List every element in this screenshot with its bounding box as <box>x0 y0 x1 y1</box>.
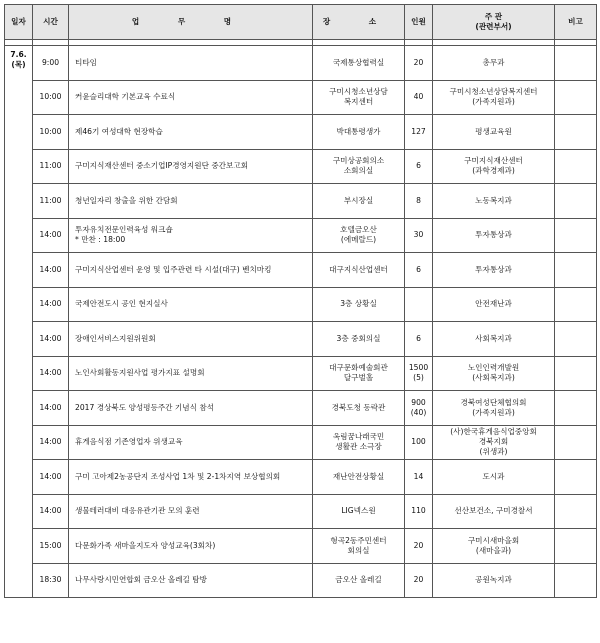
people-cell: 14 <box>405 460 433 495</box>
time-cell: 14:00 <box>33 391 69 426</box>
people-cell: 20 <box>405 563 433 598</box>
table-row <box>5 115 597 150</box>
org-cell: (사)한국휴게음식업중앙회 경북지회 (위생과) <box>433 425 555 460</box>
table-row <box>5 253 597 288</box>
note-cell <box>555 356 597 391</box>
place-cell: 경북도청 동락관 <box>313 391 405 426</box>
note-cell <box>555 322 597 357</box>
place-cell: 국제통상협력실 <box>313 46 405 81</box>
place-cell: 옥림꿈나래국민 생활관 소극장 <box>313 425 405 460</box>
place-cell: 대구문화예술회관 달구벌홀 <box>313 356 405 391</box>
time-cell: 9:00 <box>33 46 69 81</box>
table-row <box>5 149 597 184</box>
time-cell: 10:00 <box>33 115 69 150</box>
note-cell <box>555 115 597 150</box>
people-cell: 1500 (5) <box>405 356 433 391</box>
place-cell: 3층 상황실 <box>313 287 405 322</box>
table-row <box>5 218 597 253</box>
schedule-sheet <box>4 4 596 637</box>
org-cell: 총무과 <box>433 46 555 81</box>
task-cell: 다문화가족 새마을지도자 양성교육(3회차) <box>69 529 313 564</box>
people-cell: 20 <box>405 529 433 564</box>
note-cell <box>555 80 597 115</box>
task-cell: 커윤슬리대학 기본교육 수료식 <box>69 80 313 115</box>
task-cell: 국제안전도시 공인 현지실사 <box>69 287 313 322</box>
note-cell <box>555 425 597 460</box>
place-cell: 3층 중회의실 <box>313 322 405 357</box>
org-cell: 노인인력개발원 (사회복지과) <box>433 356 555 391</box>
table-row <box>5 494 597 529</box>
time-cell: 14:00 <box>33 356 69 391</box>
table-row <box>5 287 597 322</box>
note-cell <box>555 563 597 598</box>
time-cell: 14:00 <box>33 287 69 322</box>
people-cell: 6 <box>405 322 433 357</box>
table-row <box>5 391 597 426</box>
place-cell: 박대통령생가 <box>313 115 405 150</box>
people-cell <box>405 287 433 322</box>
task-cell: 구미지식재산센터 중소기업IP경영지원단 중간보고회 <box>69 149 313 184</box>
place-cell: 구미상공회의소 소회의실 <box>313 149 405 184</box>
table-row <box>5 425 597 460</box>
org-cell: 투자통상과 <box>433 218 555 253</box>
task-cell: 구미 고아제2농공단지 조성사업 1차 및 2-1차지역 보상협의회 <box>69 460 313 495</box>
time-cell: 18:30 <box>33 563 69 598</box>
org-cell: 선산보건소, 구미경찰서 <box>433 494 555 529</box>
org-cell: 구미지식재산센터 (과학경제과) <box>433 149 555 184</box>
header-place: 장 소 <box>313 5 405 40</box>
time-cell: 15:00 <box>33 529 69 564</box>
time-cell: 11:00 <box>33 149 69 184</box>
header-row <box>5 5 597 40</box>
place-cell: 재난안전상황실 <box>313 460 405 495</box>
task-cell: 2017 경상북도 양성평등주간 기념식 참석 <box>69 391 313 426</box>
place-cell: 구미시청소년상담 복지센터 <box>313 80 405 115</box>
note-cell <box>555 218 597 253</box>
task-cell: 장애인서비스지원위원회 <box>69 322 313 357</box>
org-cell: 평생교육원 <box>433 115 555 150</box>
note-cell <box>555 253 597 288</box>
task-cell: 투자유치전문인력육성 워크숍 * 만찬 : 18:00 <box>69 218 313 253</box>
org-cell: 구미시청소년상담복지센터 (가족지원과) <box>433 80 555 115</box>
header-task: 업 무 명 <box>69 5 313 40</box>
table-row <box>5 80 597 115</box>
note-cell <box>555 494 597 529</box>
org-cell: 안전재난과 <box>433 287 555 322</box>
time-cell: 14:00 <box>33 253 69 288</box>
time-cell: 14:00 <box>33 494 69 529</box>
table-row <box>5 460 597 495</box>
time-cell: 14:00 <box>33 460 69 495</box>
table-row <box>5 46 597 81</box>
time-cell: 14:00 <box>33 425 69 460</box>
header-people: 인원 <box>405 5 433 40</box>
header-note: 비고 <box>555 5 597 40</box>
date-cell: 7.6. (목) <box>5 46 33 598</box>
people-cell: 8 <box>405 184 433 219</box>
task-cell: 티타임 <box>69 46 313 81</box>
place-cell: 형곡2동주민센터 회의실 <box>313 529 405 564</box>
people-cell: 127 <box>405 115 433 150</box>
task-cell: 생물테러대비 대응유관기관 모의 훈련 <box>69 494 313 529</box>
time-cell: 10:00 <box>33 80 69 115</box>
note-cell <box>555 460 597 495</box>
time-cell: 14:00 <box>33 218 69 253</box>
place-cell: 대구지식산업센터 <box>313 253 405 288</box>
note-cell <box>555 149 597 184</box>
note-cell <box>555 529 597 564</box>
people-cell: 100 <box>405 425 433 460</box>
task-cell: 구미지식산업센터 운영 및 입주관련 타 시설(대구) 벤치마킹 <box>69 253 313 288</box>
place-cell: 부시장실 <box>313 184 405 219</box>
time-cell: 14:00 <box>33 322 69 357</box>
time-cell: 11:00 <box>33 184 69 219</box>
people-cell: 30 <box>405 218 433 253</box>
header-org: 주 관 (관련부서) <box>433 5 555 40</box>
people-cell: 900 (40) <box>405 391 433 426</box>
place-cell: LIG넥스원 <box>313 494 405 529</box>
note-cell <box>555 46 597 81</box>
people-cell: 40 <box>405 80 433 115</box>
place-cell: 금오산 올레길 <box>313 563 405 598</box>
table-row <box>5 356 597 391</box>
org-cell: 공원녹지과 <box>433 563 555 598</box>
task-cell: 나무사랑시민연합회 금오산 올레길 탐방 <box>69 563 313 598</box>
org-cell: 경북여성단체협의회 (가족지원과) <box>433 391 555 426</box>
table-row <box>5 529 597 564</box>
task-cell: 휴게음식점 기존영업자 위생교육 <box>69 425 313 460</box>
people-cell: 110 <box>405 494 433 529</box>
header-time: 시간 <box>33 5 69 40</box>
header-date: 일자 <box>5 5 33 40</box>
note-cell <box>555 391 597 426</box>
task-cell: 노인사회활동지원사업 평가지표 설명회 <box>69 356 313 391</box>
people-cell: 20 <box>405 46 433 81</box>
org-cell: 사회복지과 <box>433 322 555 357</box>
note-cell <box>555 184 597 219</box>
people-cell: 6 <box>405 149 433 184</box>
table-row <box>5 322 597 357</box>
org-cell: 도시과 <box>433 460 555 495</box>
people-cell: 6 <box>405 253 433 288</box>
table-row <box>5 184 597 219</box>
schedule-table <box>4 4 597 598</box>
task-cell: 제46기 여성대학 현장학습 <box>69 115 313 150</box>
note-cell <box>555 287 597 322</box>
org-cell: 투자통상과 <box>433 253 555 288</box>
place-cell: 호텔금오산 (에메랄드) <box>313 218 405 253</box>
table-row <box>5 563 597 598</box>
schedule-body <box>5 40 597 598</box>
task-cell: 청년일자리 창출을 위한 간담회 <box>69 184 313 219</box>
org-cell: 노동복지과 <box>433 184 555 219</box>
org-cell: 구미시새마을회 (새마을과) <box>433 529 555 564</box>
